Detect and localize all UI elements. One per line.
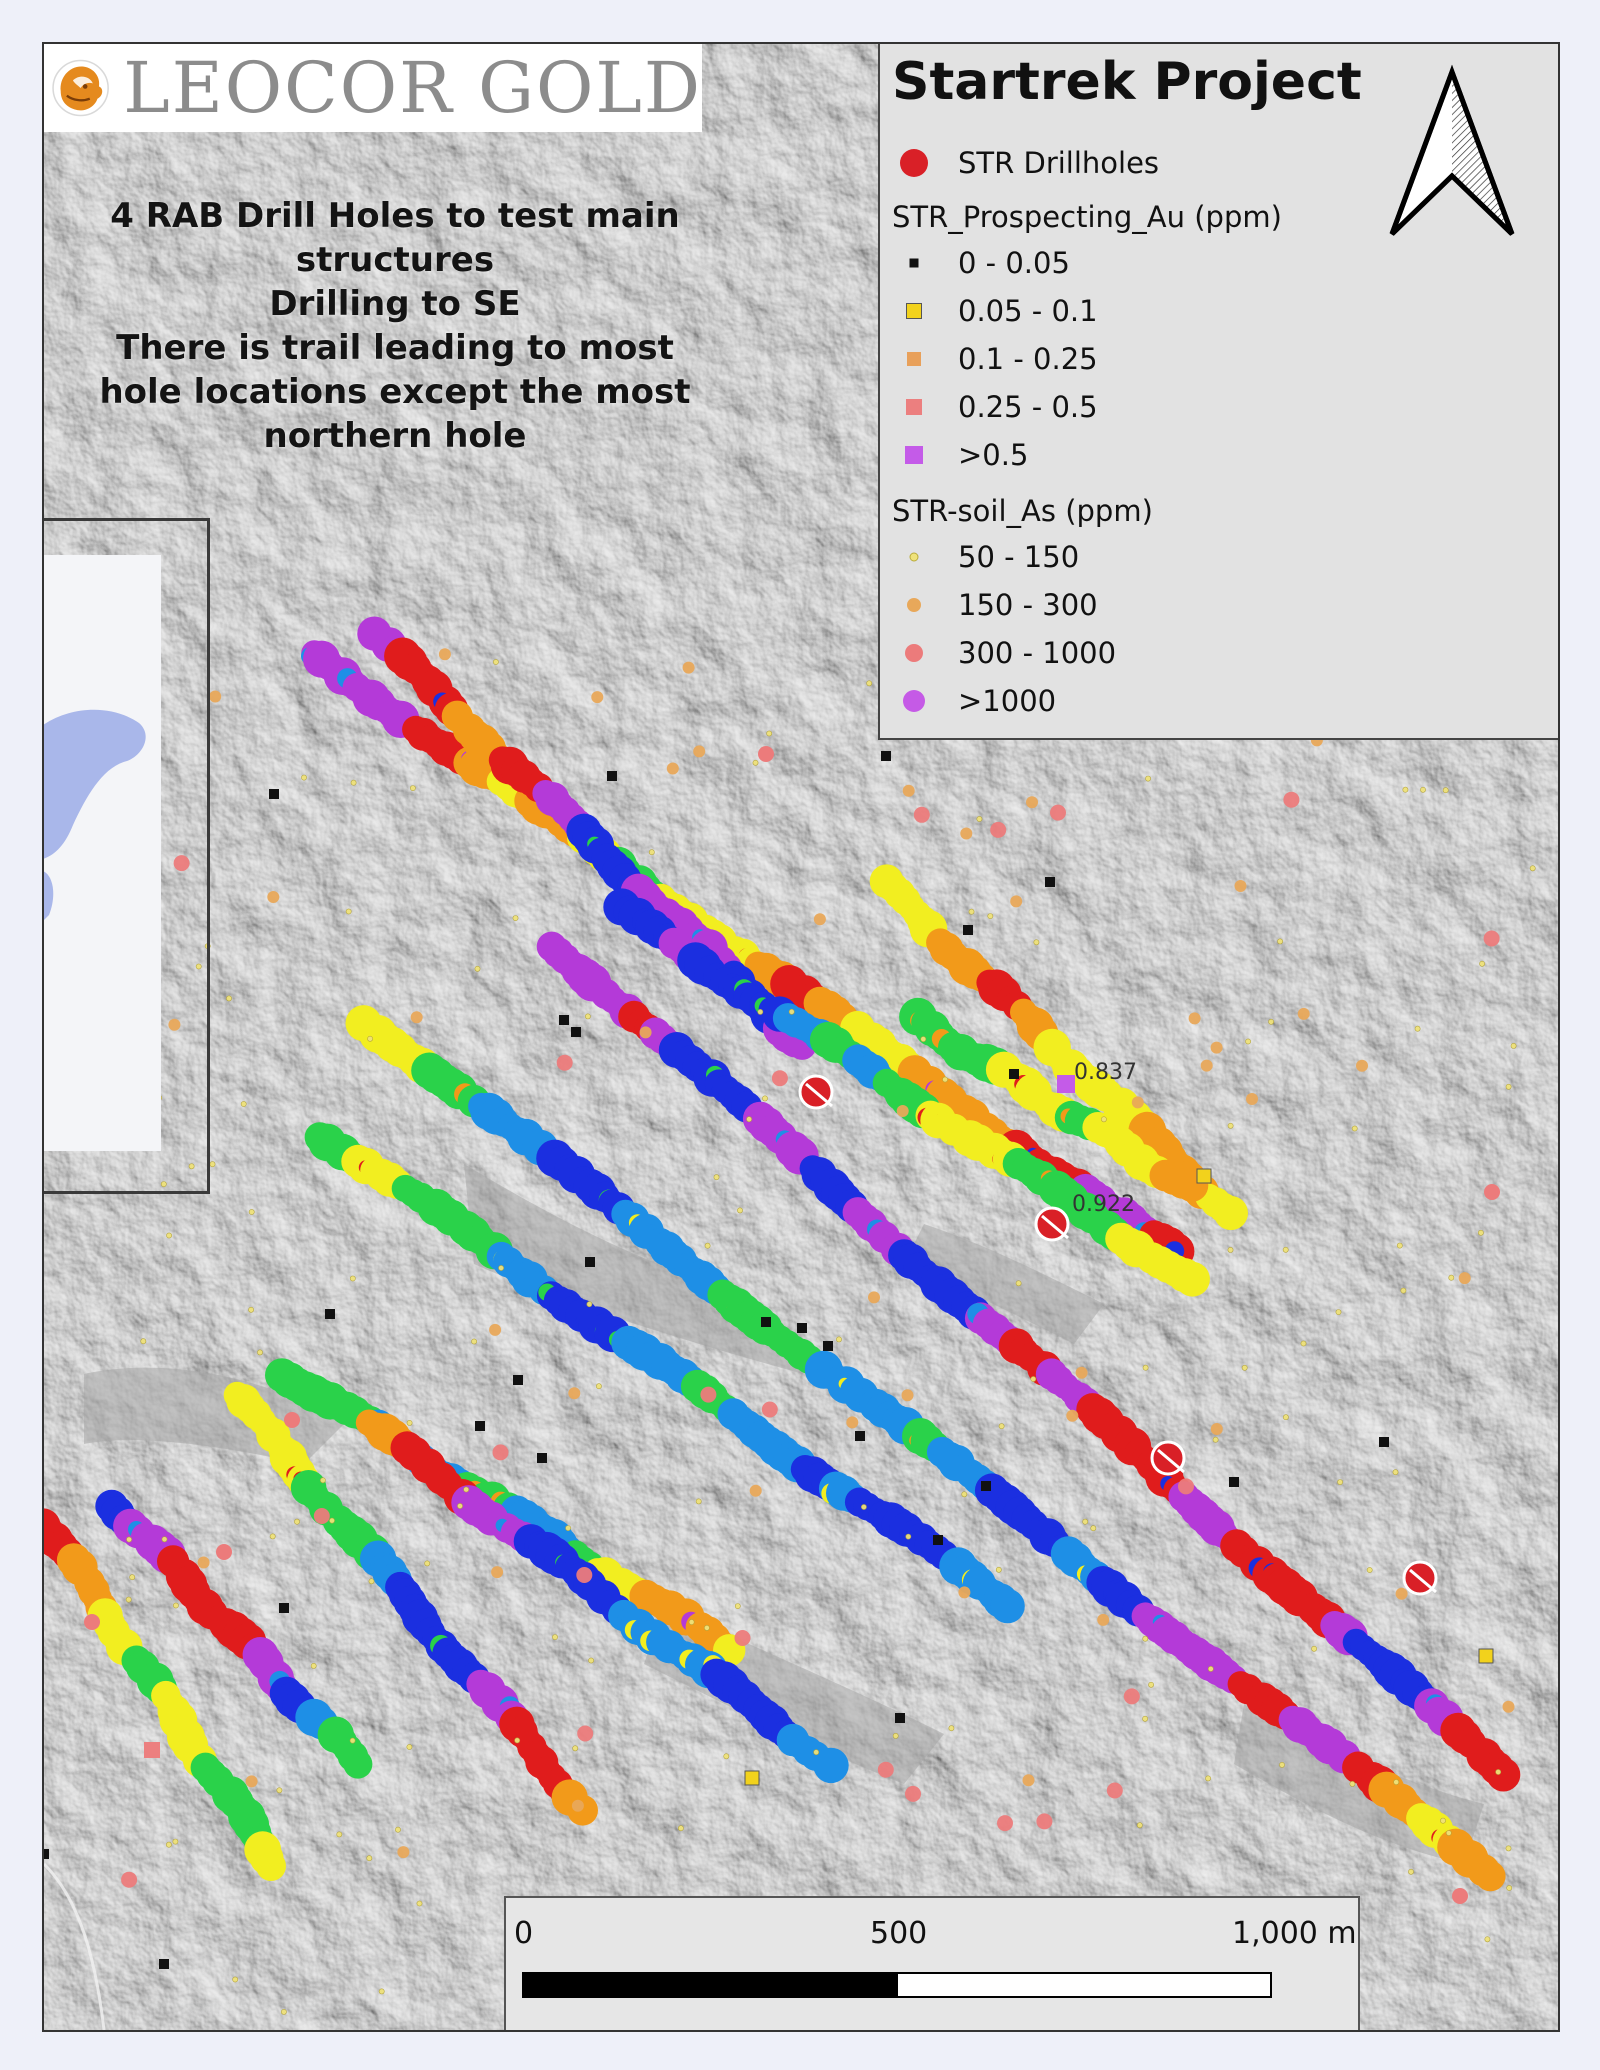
soil-sample-point bbox=[1091, 1526, 1096, 1531]
soil-sample-point bbox=[758, 746, 774, 762]
soil-sample-point bbox=[173, 1603, 178, 1608]
soil-sample-point bbox=[724, 1754, 729, 1759]
soil-sample-point bbox=[1485, 1937, 1490, 1942]
soil-sample-point bbox=[640, 1026, 652, 1038]
soil-sample-point bbox=[1010, 895, 1022, 907]
soil-sample-point bbox=[577, 1726, 593, 1742]
soil-sample-point bbox=[576, 1567, 592, 1583]
soil-sample-point bbox=[1213, 1437, 1218, 1442]
soil-sample-point bbox=[1143, 1365, 1148, 1370]
soil-sample-point bbox=[1446, 1830, 1451, 1835]
soil-sample-point bbox=[1242, 1365, 1247, 1370]
au-sample-marker bbox=[881, 751, 891, 761]
soil-sample-point bbox=[737, 1208, 742, 1213]
soil-sample-point bbox=[121, 1872, 137, 1888]
au-sample-marker bbox=[475, 1421, 485, 1431]
soil-sample-point bbox=[1269, 1019, 1274, 1024]
soil-sample-point bbox=[1246, 1039, 1251, 1044]
soil-sample-point bbox=[1228, 1247, 1233, 1252]
soil-sample-point bbox=[249, 1209, 254, 1214]
au-sample-marker bbox=[933, 1535, 943, 1545]
soil-sample-point bbox=[762, 1402, 778, 1418]
soil-sample-point bbox=[1036, 1813, 1052, 1829]
soil-sample-point bbox=[649, 850, 654, 855]
soil-sample-point bbox=[789, 1009, 794, 1014]
sample-value-label: 0.837 bbox=[1074, 1060, 1137, 1085]
soil-sample-point bbox=[233, 1977, 238, 1982]
soil-sample-point bbox=[1459, 1272, 1471, 1284]
soil-sample-point bbox=[1396, 1588, 1408, 1600]
soil-sample-point bbox=[257, 1350, 262, 1355]
annotation-line: Drilling to SE bbox=[269, 284, 521, 324]
au-sample-marker bbox=[1379, 1437, 1389, 1447]
soil-sample-point bbox=[585, 1014, 590, 1019]
soil-sample-point bbox=[127, 1537, 132, 1542]
au-sample-marker bbox=[513, 1375, 523, 1385]
soil-sample-point bbox=[689, 1620, 694, 1625]
legend-item-drillholes bbox=[892, 146, 1159, 180]
au-sample-marker bbox=[1197, 1169, 1211, 1183]
scale-bar bbox=[504, 1896, 1360, 2032]
soil-sample-point bbox=[914, 807, 930, 823]
soil-sample-point bbox=[596, 1384, 601, 1389]
company-logo bbox=[44, 44, 702, 132]
square-purple-symbol bbox=[892, 440, 936, 470]
soil-sample-point bbox=[1420, 787, 1425, 792]
soil-sample-point bbox=[1283, 1415, 1288, 1420]
soil-sample-point bbox=[167, 1233, 172, 1238]
scale-tick-label: 1,000 m bbox=[1232, 1916, 1357, 1951]
annotation-line: There is trail leading to most bbox=[116, 328, 674, 368]
soil-sample-point bbox=[379, 1989, 384, 1994]
soil-sample-point bbox=[1050, 805, 1066, 821]
soil-sample-point bbox=[996, 1567, 1001, 1572]
dot-yellow-symbol bbox=[892, 542, 936, 572]
soil-sample-point bbox=[513, 916, 518, 921]
soil-sample-point bbox=[397, 1846, 409, 1858]
soil-sample-point bbox=[1026, 796, 1038, 808]
scale-tick-label: 0 bbox=[514, 1916, 534, 1951]
soil-sample-point bbox=[1298, 1008, 1310, 1020]
soil-sample-point bbox=[1137, 1823, 1142, 1828]
soil-sample-point bbox=[1189, 1012, 1201, 1024]
drillhole-marker bbox=[1404, 1562, 1436, 1594]
soil-sample-point bbox=[350, 1276, 355, 1281]
soil-sample-point bbox=[1211, 1042, 1223, 1054]
soil-sample-point bbox=[750, 1485, 762, 1497]
legend-label: STR Drillholes bbox=[958, 146, 1160, 180]
soil-sample-point bbox=[1350, 1781, 1355, 1786]
soil-sample-point bbox=[1283, 792, 1299, 808]
soil-sample-point bbox=[472, 1339, 477, 1344]
au-sample-marker bbox=[797, 1323, 807, 1333]
soil-sample-point bbox=[226, 996, 231, 1001]
soil-sample-point bbox=[997, 1815, 1013, 1831]
soil-sample-point bbox=[1178, 1478, 1194, 1494]
soil-sample-point bbox=[475, 966, 480, 971]
soil-sample-point bbox=[1031, 1376, 1036, 1381]
soil-sample-point bbox=[943, 1077, 948, 1082]
soil-sample-point bbox=[568, 1387, 580, 1399]
soil-sample-point bbox=[515, 1738, 520, 1743]
soil-sample-point bbox=[464, 1487, 469, 1492]
soil-sample-point bbox=[1211, 1423, 1223, 1435]
soil-sample-point bbox=[1478, 1230, 1483, 1235]
legend-label: 300 - 1000 bbox=[958, 636, 1117, 670]
soil-sample-point bbox=[1401, 1288, 1406, 1293]
soil-sample-point bbox=[1283, 1247, 1288, 1252]
soil-sample-point bbox=[705, 1243, 710, 1248]
soil-sample-point bbox=[1440, 1818, 1445, 1823]
au-sample-marker bbox=[761, 1317, 771, 1327]
soil-sample-point bbox=[1367, 1567, 1372, 1572]
au-sample-marker bbox=[1479, 1649, 1493, 1663]
soil-sample-point bbox=[977, 816, 982, 821]
soil-sample-point bbox=[173, 1839, 178, 1844]
au-sample-marker bbox=[1057, 1075, 1075, 1093]
soil-sample-point bbox=[1393, 1470, 1398, 1475]
soil-sample-point bbox=[410, 786, 415, 791]
square-black-symbol bbox=[892, 248, 936, 278]
soil-sample-point bbox=[126, 1597, 131, 1602]
soil-sample-point bbox=[1415, 1026, 1420, 1031]
map-frame[interactable] bbox=[42, 42, 1560, 2032]
soil-sample-point bbox=[1312, 1646, 1317, 1651]
soil-sample-point bbox=[216, 1544, 232, 1560]
soil-sample-point bbox=[314, 1508, 330, 1524]
soil-sample-point bbox=[902, 1389, 914, 1401]
legend-title: Startrek Project bbox=[892, 52, 1362, 112]
soil-sample-point bbox=[1146, 776, 1151, 781]
soil-sample-point bbox=[417, 1901, 422, 1906]
soil-sample-point bbox=[906, 1534, 911, 1539]
soil-sample-point bbox=[735, 1604, 740, 1609]
legend-item-au-class bbox=[892, 342, 1098, 376]
soil-sample-point bbox=[350, 1738, 355, 1743]
soil-sample-point bbox=[921, 1037, 926, 1042]
soil-sample-point bbox=[284, 1412, 300, 1428]
soil-sample-point bbox=[1403, 787, 1408, 792]
soil-sample-point bbox=[814, 1750, 819, 1755]
soil-sample-point bbox=[683, 662, 695, 674]
soil-sample-point bbox=[552, 1635, 557, 1640]
soil-sample-point bbox=[439, 648, 451, 660]
soil-sample-point bbox=[337, 1832, 342, 1837]
au-sample-marker bbox=[855, 1431, 865, 1441]
drilling-annotation bbox=[90, 194, 700, 458]
au-sample-marker bbox=[895, 1713, 905, 1723]
soil-sample-point bbox=[762, 1096, 767, 1101]
soil-sample-point bbox=[130, 1575, 135, 1580]
legend-item-as-class bbox=[892, 684, 1056, 718]
square-orange-symbol bbox=[892, 344, 936, 374]
soil-sample-point bbox=[836, 1337, 841, 1342]
legend-label: 0.05 - 0.1 bbox=[958, 294, 1098, 328]
soil-sample-point bbox=[1132, 1096, 1144, 1108]
soil-sample-point bbox=[1352, 1126, 1357, 1131]
au-sample-marker bbox=[159, 1959, 169, 1969]
soil-sample-point bbox=[758, 1009, 763, 1014]
au-sample-marker bbox=[1009, 1069, 1019, 1079]
soil-sample-point bbox=[696, 1499, 701, 1504]
soil-sample-point bbox=[1484, 1184, 1500, 1200]
legend-label: 0 - 0.05 bbox=[958, 246, 1070, 280]
legend-item-as-class bbox=[892, 588, 1098, 622]
soil-sample-point bbox=[1397, 1243, 1402, 1248]
soil-sample-point bbox=[905, 1786, 921, 1802]
soil-sample-point bbox=[573, 1746, 578, 1751]
legend-item-au-class bbox=[892, 438, 1028, 472]
soil-sample-point bbox=[1206, 1776, 1211, 1781]
soil-sample-point bbox=[141, 1339, 146, 1344]
soil-sample-point bbox=[1016, 1281, 1021, 1286]
soil-sample-point bbox=[735, 1630, 751, 1646]
au-sample-marker bbox=[144, 1742, 160, 1758]
legend-heading-prospecting: STR_Prospecting_Au (ppm) bbox=[892, 200, 1282, 234]
legend-item-au-class bbox=[892, 390, 1098, 424]
soil-sample-point bbox=[1443, 788, 1448, 793]
soil-sample-point bbox=[281, 2009, 286, 2014]
soil-sample-point bbox=[209, 691, 221, 703]
drillhole-symbol bbox=[892, 148, 936, 178]
soil-sample-point bbox=[1235, 880, 1247, 892]
soil-sample-point bbox=[1083, 1519, 1088, 1524]
soil-sample-point bbox=[678, 1826, 683, 1831]
soil-sample-point bbox=[1336, 1310, 1341, 1315]
soil-sample-point bbox=[1496, 1769, 1501, 1774]
soil-sample-point bbox=[714, 1175, 719, 1180]
inset-map[interactable] bbox=[42, 518, 210, 1194]
soil-sample-point bbox=[962, 1492, 967, 1497]
soil-sample-point bbox=[814, 913, 826, 925]
au-sample-marker bbox=[279, 1603, 289, 1613]
soil-sample-point bbox=[294, 1519, 299, 1524]
legend-label: 0.1 - 0.25 bbox=[958, 342, 1098, 376]
soil-sample-point bbox=[267, 891, 279, 903]
soil-sample-point bbox=[999, 1424, 1004, 1429]
dot-orange-symbol bbox=[892, 590, 936, 620]
soil-sample-point bbox=[329, 1518, 334, 1523]
soil-sample-point bbox=[1034, 940, 1039, 945]
soil-sample-point bbox=[1394, 1780, 1399, 1785]
soil-sample-point bbox=[1107, 1783, 1123, 1799]
soil-sample-point bbox=[407, 1744, 412, 1749]
soil-sample-point bbox=[969, 909, 974, 914]
soil-sample-point bbox=[1503, 1701, 1515, 1713]
lion-head-icon bbox=[50, 49, 111, 127]
soil-sample-point bbox=[493, 1444, 509, 1460]
drillhole-marker bbox=[1036, 1208, 1068, 1240]
sample-value-label: 0.922 bbox=[1072, 1192, 1135, 1217]
soil-sample-point bbox=[846, 1416, 858, 1428]
soil-sample-point bbox=[367, 1856, 372, 1861]
au-sample-marker bbox=[823, 1341, 833, 1351]
annotation-line: structures bbox=[295, 240, 495, 280]
soil-sample-point bbox=[1338, 1480, 1343, 1485]
soil-sample-point bbox=[1408, 1869, 1413, 1874]
drillhole-marker bbox=[1152, 1442, 1184, 1474]
legend-label: 150 - 300 bbox=[958, 588, 1098, 622]
au-sample-marker bbox=[537, 1453, 547, 1463]
soil-sample-point bbox=[369, 1579, 374, 1584]
soil-sample-point bbox=[499, 1265, 504, 1270]
inset-lake-shape bbox=[43, 555, 161, 1151]
soil-sample-point bbox=[198, 1557, 210, 1569]
legend-heading-soil: STR-soil_As (ppm) bbox=[892, 494, 1153, 528]
soil-sample-point bbox=[491, 1566, 503, 1578]
soil-sample-point bbox=[566, 1526, 571, 1531]
soil-sample-point bbox=[878, 1762, 894, 1778]
soil-sample-point bbox=[1301, 1341, 1306, 1346]
soil-sample-point bbox=[667, 763, 679, 775]
au-sample-marker bbox=[607, 771, 617, 781]
soil-sample-point bbox=[868, 1291, 880, 1303]
au-sample-marker bbox=[44, 1849, 49, 1859]
soil-sample-point bbox=[1511, 1043, 1516, 1048]
soil-sample-point bbox=[1143, 1716, 1148, 1721]
soil-sample-point bbox=[346, 909, 351, 914]
soil-sample-point bbox=[368, 1036, 373, 1041]
soil-sample-point bbox=[1356, 1060, 1368, 1072]
soil-sample-point bbox=[277, 1788, 282, 1793]
soil-sample-point bbox=[861, 1504, 866, 1509]
soil-sample-point bbox=[589, 1658, 594, 1663]
soil-sample-point bbox=[587, 1302, 592, 1307]
au-sample-marker bbox=[1045, 877, 1055, 887]
soil-sample-point bbox=[249, 1307, 254, 1312]
au-sample-marker bbox=[585, 1257, 595, 1267]
legend-item-as-class bbox=[892, 636, 1116, 670]
soil-sample-point bbox=[1124, 1688, 1140, 1704]
soil-sample-point bbox=[411, 1011, 423, 1023]
soil-sample-point bbox=[557, 1055, 573, 1071]
soil-sample-point bbox=[84, 1614, 100, 1630]
scale-segment-white bbox=[896, 1972, 1272, 1998]
au-sample-marker bbox=[269, 789, 279, 799]
soil-sample-point bbox=[1201, 1060, 1213, 1072]
soil-sample-point bbox=[1530, 866, 1535, 871]
soil-sample-point bbox=[395, 1827, 400, 1832]
soil-sample-point bbox=[1149, 1682, 1154, 1687]
inset-map-panel bbox=[43, 555, 161, 1151]
soil-sample-point bbox=[493, 659, 498, 664]
soil-sample-point bbox=[1452, 1888, 1468, 1904]
soil-sample-point bbox=[1076, 1367, 1088, 1379]
soil-sample-point bbox=[700, 1387, 716, 1403]
soil-sample-point bbox=[166, 1842, 171, 1847]
au-sample-marker bbox=[325, 1309, 335, 1319]
soil-sample-point bbox=[960, 828, 972, 840]
soil-sample-point bbox=[903, 785, 915, 797]
soil-sample-point bbox=[767, 731, 772, 736]
drillhole-marker bbox=[800, 1076, 832, 1108]
soil-sample-point bbox=[1228, 1123, 1233, 1128]
soil-sample-point bbox=[1208, 1666, 1213, 1671]
logo-wordmark: LEOCOR GOLD bbox=[123, 47, 702, 129]
soil-sample-point bbox=[572, 1800, 584, 1812]
soil-sample-point bbox=[893, 1733, 898, 1738]
soil-sample-point bbox=[320, 1478, 325, 1483]
legend-item-au-class bbox=[892, 246, 1070, 280]
legend-item-as-class bbox=[892, 540, 1079, 574]
soil-sample-point bbox=[867, 681, 872, 686]
soil-sample-point bbox=[311, 1663, 316, 1668]
soil-sample-point bbox=[1143, 1636, 1148, 1641]
soil-sample-point bbox=[693, 745, 705, 757]
annotation-line: northern hole bbox=[263, 416, 527, 456]
au-sample-marker bbox=[1229, 1477, 1239, 1487]
annotation-line: hole locations except the most bbox=[99, 372, 691, 412]
dot-red-symbol bbox=[892, 638, 936, 668]
square-yellow-symbol bbox=[892, 296, 936, 326]
soil-sample-point bbox=[747, 1117, 752, 1122]
soil-sample-point bbox=[270, 1534, 275, 1539]
soil-sample-point bbox=[897, 1105, 909, 1117]
soil-sample-point bbox=[457, 1503, 462, 1508]
soil-sample-point bbox=[162, 1537, 167, 1542]
soil-sample-point bbox=[425, 1561, 430, 1566]
soil-sample-point bbox=[1506, 1084, 1511, 1089]
soil-sample-point bbox=[241, 1101, 246, 1106]
soil-sample-point bbox=[1279, 1762, 1284, 1767]
au-sample-marker bbox=[963, 925, 973, 935]
soil-sample-point bbox=[704, 1625, 709, 1630]
legend-label: 0.25 - 0.5 bbox=[958, 390, 1098, 424]
au-sample-marker bbox=[981, 1481, 991, 1491]
soil-sample-point bbox=[591, 691, 603, 703]
legend-label: >0.5 bbox=[958, 438, 1029, 472]
soil-sample-point bbox=[949, 1726, 954, 1731]
soil-sample-point bbox=[1506, 1846, 1511, 1851]
soil-sample-point bbox=[301, 775, 306, 780]
soil-sample-point bbox=[1023, 1774, 1035, 1786]
soil-sample-point bbox=[990, 822, 1006, 838]
soil-sample-point bbox=[210, 1162, 215, 1167]
north-arrow-icon bbox=[1382, 64, 1522, 244]
legend-item-au-class bbox=[892, 294, 1098, 328]
au-sample-marker bbox=[571, 1027, 581, 1037]
annotation-line: 4 RAB Drill Holes to test main bbox=[110, 196, 680, 236]
soil-sample-point bbox=[351, 780, 356, 785]
dot-purple-symbol bbox=[892, 686, 936, 716]
legend-label: 50 - 150 bbox=[958, 540, 1080, 574]
soil-sample-point bbox=[407, 1420, 412, 1425]
soil-sample-point bbox=[1097, 1614, 1109, 1626]
square-red-symbol bbox=[892, 392, 936, 422]
legend-label: >1000 bbox=[958, 684, 1057, 718]
soil-sample-point bbox=[772, 1070, 788, 1086]
soil-sample-point bbox=[1507, 1885, 1512, 1890]
soil-sample-point bbox=[1449, 1275, 1454, 1280]
soil-sample-point bbox=[246, 1775, 258, 1787]
soil-sample-point bbox=[489, 1324, 501, 1336]
scale-tick-label: 500 bbox=[870, 1916, 928, 1951]
soil-sample-point bbox=[1101, 1117, 1106, 1122]
soil-sample-point bbox=[1066, 1410, 1078, 1422]
soil-sample-point bbox=[988, 914, 993, 919]
au-sample-marker bbox=[559, 1015, 569, 1025]
soil-sample-point bbox=[958, 1586, 970, 1598]
soil-sample-point bbox=[1246, 1093, 1258, 1105]
soil-sample-point bbox=[1480, 961, 1485, 966]
soil-sample-point bbox=[753, 760, 758, 765]
soil-sample-point bbox=[1484, 931, 1500, 947]
soil-sample-point bbox=[1278, 939, 1283, 944]
scale-segment-black bbox=[522, 1972, 900, 1998]
au-sample-marker bbox=[745, 1771, 759, 1785]
